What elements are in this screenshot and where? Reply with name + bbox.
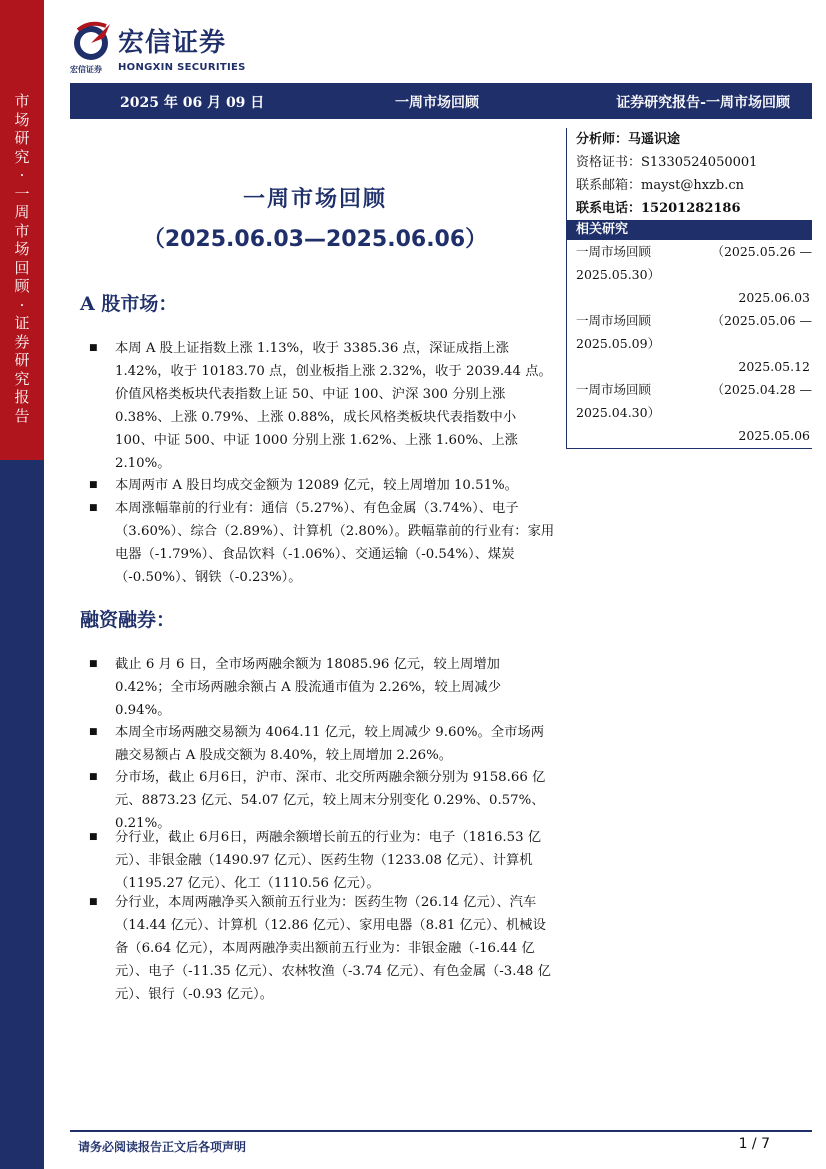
list-item-text: 截止 6 月 6 日，全市场两融余额为 18085.96 亿元，较上周增加 0.42%；全市场两融余额占 A 股流通市值为 2.26%，较上周减少 0.94%。: [115, 657, 501, 718]
bullet-square-icon: ■: [89, 503, 98, 513]
related-item-date: 2025.06.03: [738, 290, 810, 305]
list-item: [89, 826, 555, 895]
list-item: [89, 766, 555, 835]
side-band: [0, 0, 44, 1169]
logo-name-en: HONGXIN SECURITIES: [118, 62, 246, 73]
list-item-text: 分行业，截止 6月6日，两融余额增长前五的行业为：电子（1816.53 亿元）、非银金融（1490.97 亿元）、医药生物（1233.08 亿元）、计算机（1195.27 亿元）、化工（1110.56 亿元）。: [115, 830, 542, 891]
report-title: 一周市场回顾: [242, 186, 387, 212]
list-item-text: 本周全市场两融交易额为 4064.11 亿元，较上周减少 9.60%。全市场两融交易额占 A 股成交额为 8.40%，较上周增加 2.26%。: [115, 725, 545, 763]
related-item-date: 2025.05.12: [738, 359, 810, 374]
bullet-square-icon: ■: [89, 832, 98, 842]
related-item-range-start: （2025.04.28 —: [711, 382, 812, 397]
section-heading-a-share: A 股市场：: [80, 293, 178, 315]
list-item-text: 分市场，截止 6月6日，沪市、深市、北交所两融余额分别为 9158.66 亿元、8873.23 亿元、54.07 亿元，较上周末分别变化 0.29%、0.57%、0.21%。: [115, 770, 546, 831]
related-item-range-end: 2025.05.30）: [576, 267, 661, 282]
analyst-phone: 联系电话：15201282186: [576, 201, 741, 216]
side-band-navy: [0, 460, 44, 1169]
related-item-title: 一周市场回顾: [576, 313, 652, 328]
related-item[interactable]: [566, 309, 812, 378]
related-item-title: 一周市场回顾: [576, 382, 652, 397]
bullet-square-icon: ■: [89, 480, 98, 490]
related-item-date: 2025.05.06: [738, 428, 810, 443]
bullet-square-icon: ■: [89, 727, 98, 737]
related-item-title: 一周市场回顾: [576, 244, 652, 259]
related-item-range-end: 2025.05.09）: [576, 336, 661, 351]
bullet-square-icon: ■: [89, 772, 98, 782]
right-column: [566, 128, 812, 447]
header-bar: [70, 83, 812, 119]
footer-rule: [70, 1130, 812, 1132]
related-item[interactable]: [566, 240, 812, 309]
bullet-square-icon: ■: [89, 659, 98, 669]
related-item-range-start: （2025.05.26 —: [711, 244, 812, 259]
analyst-name: 分析师：马遥识途: [576, 132, 681, 147]
list-item-text: 分行业，本周两融净买入额前五行业为：医药生物（26.14 亿元）、汽车（14.44 亿元）、计算机（12.86 亿元）、家用电器（8.81 亿元）、机械设备（6.64 亿元），本周两融净卖出额前五行业为：非银金融（-16.44 亿元）、电子（-11.35 亿元）、农林牧渔（-3.74 亿元）、有色金属（-3.48 亿元）、银行（-0.93 亿元）。: [115, 895, 551, 1002]
header-report-type: 证券研究报告-一周市场回顾: [616, 95, 790, 111]
list-item-text: 本周涨幅靠前的行业有：通信（5.27%）、有色金属（3.74%）、电子（3.60%）、综合（2.89%）、计算机（2.80%）。跌幅靠前的行业有：家用电器（-1.79%）、食品饮料（-1.06%）、交通运输（-0.54%）、煤炭（-0.50%）、钢铁（-0.23%）。: [115, 501, 555, 585]
right-column-bottom-rule: [566, 448, 812, 449]
list-item: [89, 337, 555, 475]
report-date: 2025 年 06 月 09 日: [120, 95, 265, 111]
report-period: （2025.06.03—2025.06.06）: [142, 227, 488, 252]
list-item: [89, 653, 555, 722]
logo-name-cn: 宏信证券: [118, 28, 227, 58]
list-item: [89, 721, 555, 767]
analyst-email[interactable]: 联系邮箱：mayst@hxzb.cn: [576, 178, 744, 193]
list-item: [89, 474, 555, 497]
related-research-heading: 相关研究: [566, 220, 812, 240]
bullet-square-icon: ■: [89, 897, 98, 907]
list-item: [89, 497, 555, 589]
bullet-square-icon: ■: [89, 343, 98, 353]
related-item-range-end: 2025.04.30）: [576, 405, 661, 420]
list-item: [89, 891, 555, 1006]
section-heading-margin-trading: 融资融券：: [80, 609, 176, 631]
logo-name-cn-small: 宏信证券: [70, 65, 102, 74]
page-number: 1 / 7: [738, 1136, 770, 1152]
company-logo: [70, 18, 270, 78]
side-band-text: 市场研究·一周市场回顾·证券研究报告: [14, 92, 30, 425]
list-item-text: 本周 A 股上证指数上涨 1.13%，收于 3385.36 点，深证成指上涨 1.42%，收于 10183.70 点，创业板指上涨 2.32%，收于 2039.44 点。价值风格类板块代表指数上证 50、中证 100、沪深 300 分别上涨 0.38%、上涨 0.79%、上涨 0.88%，成长风格类板块代表指数中小 100、中证 500、中证 1000 分别上涨 1.62%、上涨 1.60%、上涨 2.10%。: [115, 341, 552, 471]
related-item-range-start: （2025.05.06 —: [711, 313, 812, 328]
analyst-cert: 资格证书：S1330524050001: [576, 155, 758, 170]
related-item[interactable]: [566, 378, 812, 447]
header-report-series: 一周市场回顾: [395, 95, 479, 111]
footer-disclaimer[interactable]: 请务必阅读报告正文后各项声明: [78, 1140, 247, 1154]
logo-mark-icon: [70, 20, 112, 62]
list-item-text: 本周两市 A 股日均成交金额为 12089 亿元，较上周增加 10.51%。: [115, 478, 518, 493]
